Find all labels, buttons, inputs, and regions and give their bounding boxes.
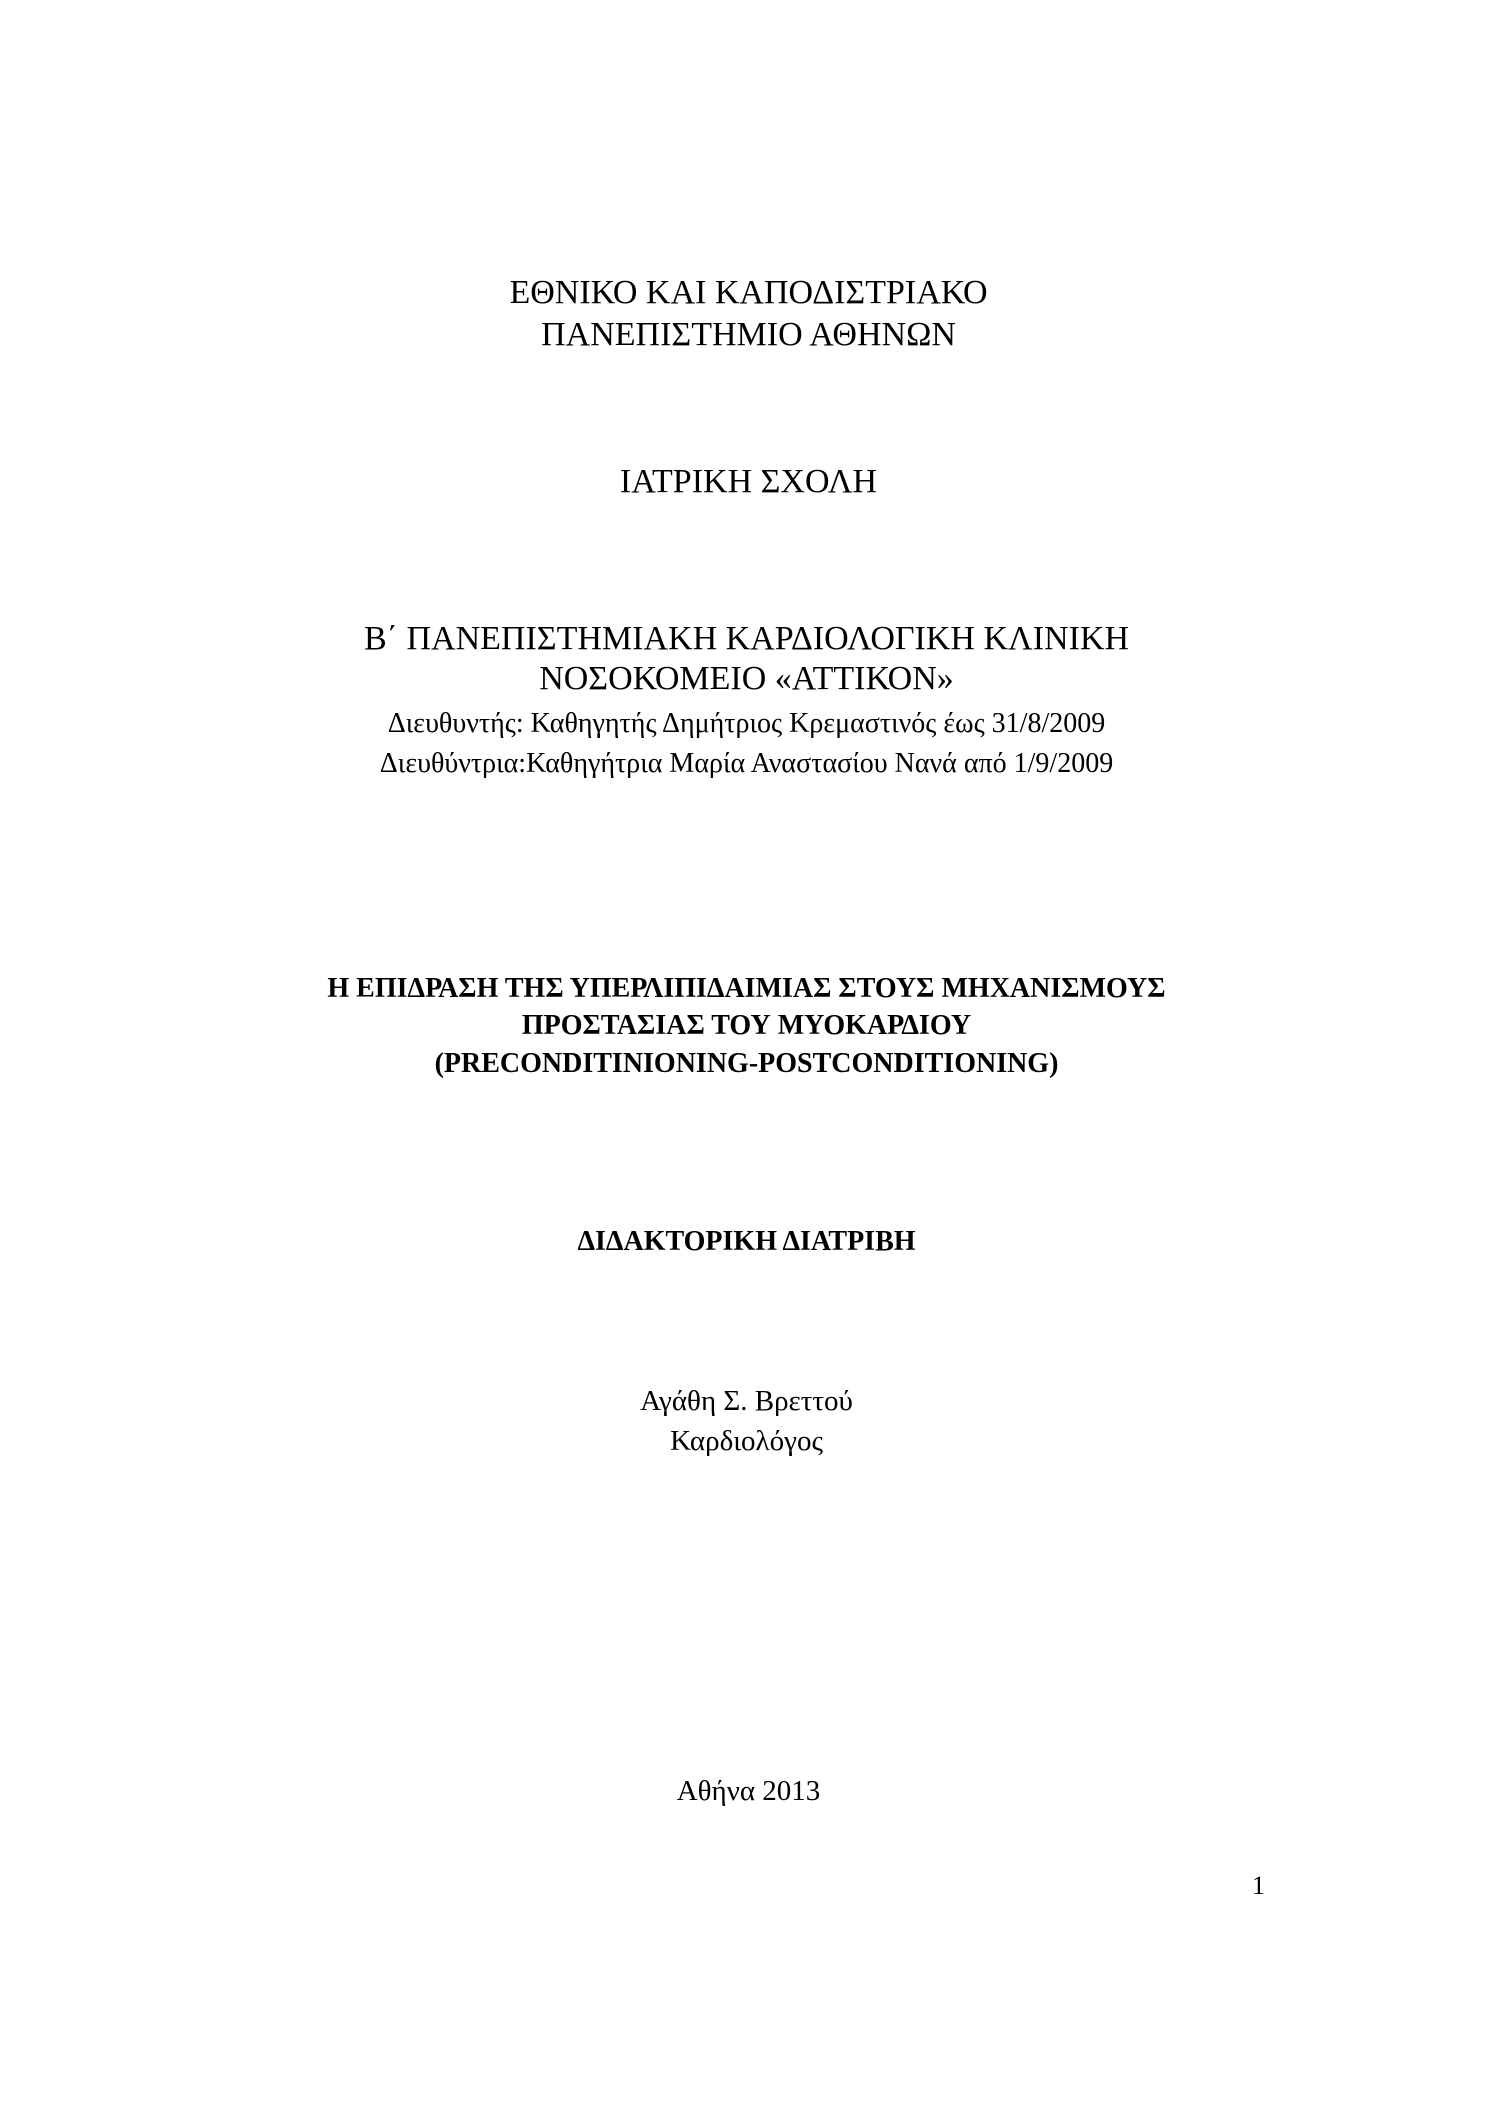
thesis-title-line-2: ΠΡΟΣΤΑΣΙΑΣ ΤΟΥ ΜΥΟΚΑΡΔΙΟΥ — [521, 1010, 972, 1041]
author-name: Αγάθη Σ. Βρεττού — [640, 1385, 853, 1417]
thesis-title-line-1: Η ΕΠΙΔΡΑΣΗ ΤΗΣ ΥΠΕΡΛΙΠΙΔΑΙΜΙΑΣ ΣΤΟΥΣ ΜΗΧΑΝΙΣΜΟΥΣ — [327, 973, 1166, 1004]
university-name-line-1: ΕΘΝΙΚΟ ΚΑΙ ΚΑΠΟΔΙΣΤΡΙΑΚΟ — [509, 274, 988, 311]
thesis-title-line-3: (PRECONDITINIONING-POSTCONDITIONING) — [434, 1048, 1059, 1079]
author-role: Καρδιολόγος — [670, 1425, 823, 1457]
thesis-type: ΔΙΔΑΚΤΟΡΙΚΗ ΔΙΑΤΡΙΒΗ — [577, 1226, 916, 1257]
page-number: 1 — [1252, 1871, 1265, 1900]
university-name-line-2: ΠΑΝΕΠΙΣΤΗΜΙΟ ΑΘΗΝΩΝ — [541, 316, 956, 353]
clinic-name: Β΄ ΠΑΝΕΠΙΣΤΗΜΙΑΚΗ ΚΑΡΔΙΟΛΟΓΙΚΗ ΚΛΙΝΙΚΗ — [363, 620, 1130, 657]
school-name: ΙΑΤΡΙΚΗ ΣΧΟΛΗ — [619, 463, 878, 500]
director-line-2: Διευθύντρια:Καθηγήτρια Μαρία Αναστασίου Νανά από 1/9/2009 — [379, 748, 1114, 779]
hospital-name: ΝΟΣΟΚΟΜΕΙΟ «ΑΤΤΙΚΟΝ» — [539, 660, 954, 697]
place-and-year: Αθήνα 2013 — [676, 1775, 821, 1807]
director-line-1: Διευθυντής: Καθηγητής Δημήτριος Κρεμαστινός έως 31/8/2009 — [387, 708, 1106, 739]
